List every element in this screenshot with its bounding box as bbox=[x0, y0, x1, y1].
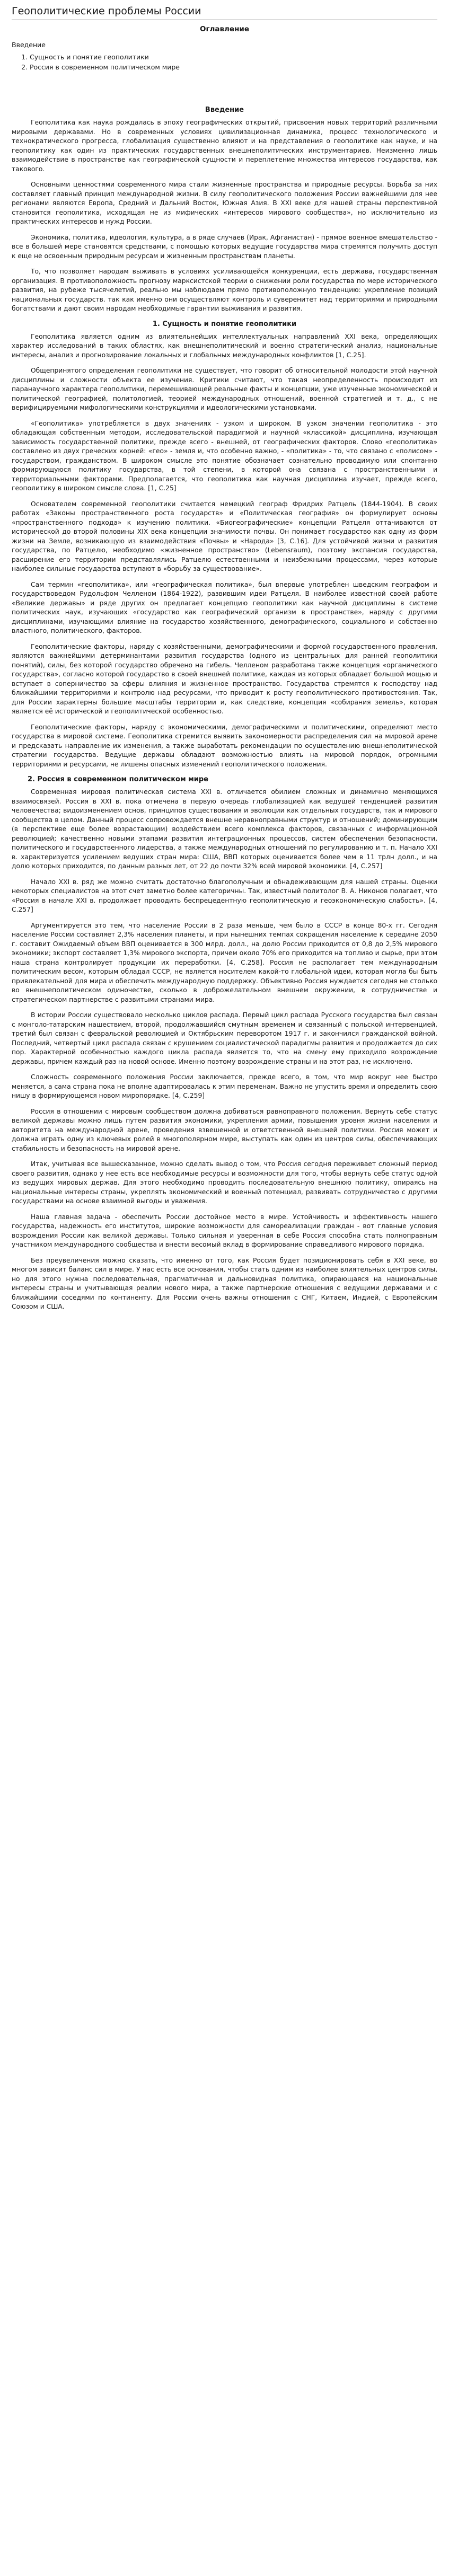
paragraph: Россия в отношении с мировым сообществом должна добиваться равноправного положения. Вернуть себе статус великой державы можно лишь путем развития экономики, укрепления армии, повышения уровня жизни населения и авторитета на международной арене, проведения взвешенной и ответственной внешней политики. Россия может и должна играть одну из ключевых ролей в многополярном мире, выступать как один из центров силы, обеспечивающих стабильность и безопасность на мировой арене. bbox=[12, 1107, 437, 1152]
paragraph: Сложность современного положения России заключается, прежде всего, в том, что мир вокруг нее быстро меняется, а сама страна пока не вполне адаптировалась к этим переменам. Важно не упустить время и определить свою нишу в формирующемся новом миропорядке. [4, С.259] bbox=[12, 1073, 437, 1099]
paragraph: Основателем современной геополитики считается немецкий географ Фридрих Ратцель (1844-1904). В своих работах «Законы пространственного роста государств» и «Политическая география» он формулирует основы «пространственного подхода» к изучению политики. «Биогеографические» концепции Ратцеля оттачиваются от исторической до второй половины XIX века концепции значимости почвы. Он понимает государство как одну из форм жизни на Земле, возникающую из взаимодействия «Почвы» и «Народа» [3, С.16]. Для устойчивой жизни и развития государства, по Ратцелю, необходимо «жизненное пространство» (Lebensraum), поэтому экспансия государства, расширение его территории представлялись Ратцелю естественными и неизбежными процессами, через которые наиболее сильные государства вступают в «борьбу за существование». bbox=[12, 500, 437, 572]
paragraph: Начало XXI в. ряд же можно считать достаточно благополучным и обнадеживающим для нашей страны. Оценки некоторых специалистов на этот счет заметно более категоричны. Так, известный политолог В. А. Никонов полагает, что «Россия в начале XXI в. продолжает проводить беспрецедентную геополитическую и геоэкономическую слабость». [4, С.257] bbox=[12, 878, 437, 913]
paragraph: Геополитика как наука рождалась в эпоху географических открытий, присвоения новых территорий различными мировыми державами. Но в современных условиях цивилизационная динамика, процесс технологического и технократического прогресса, глобализация существенно влияют и на представления о геополитике как науке, и на геополитику как один из практических государственных внешнеполитических инструментариев. Неизменно лишь взаимодействие в пространстве как географической сущности и переплетение множества интересов государства, как такового. bbox=[12, 119, 437, 173]
section-2-body bbox=[12, 788, 437, 1312]
paragraph: Общепринятого определения геополитики не существует, что говорит об относительной молодости этой научной дисциплины и сложности объекта ее изучения. Критики считают, что такая неопределенность происходит из паранаучного характера геополитики, перемешивающей реальные факты и концепции, уже изученные экономической и политической географией, политологией, теорией международных отношений, военной стратегией и т. д., с не верифицируемыми мифологическими конструкциями и идеологическими установками. bbox=[12, 367, 437, 411]
paragraph: Геополитические факторы, наряду с хозяйственными, демографическими и формой государственного правления, являются важнейшими детерминантами развития государства (одного из центральных для ранней геополитики понятий), силы, без которой государство обречено на гибель. Челленом разработана также концепция «органического государства», согласно которой государство в своей внешней политике, каждая из которых обладает большой мощью и вступает в соперничество за сферы влияния и жизненное пространство. Государства стремятся к господству над ближайшими территориями и контролю над ресурсами, что приводит к росту геополитического противостояния. Так, для России характерны большие масштабы территории и, как следствие, концепция «собирания земель», которая является её исторической и геополитической особенностью. bbox=[12, 642, 437, 715]
paragraph: Итак, учитывая все вышесказанное, можно сделать вывод о том, что Россия сегодня переживает сложный период своего развития, однако у нее есть все необходимые ресурсы и возможности для того, чтобы вернуть себе статус одной из ведущих мировых держав. Для этого необходимо проводить последовательную внешнюю политику, опираясь на национальные интересы страны, укреплять экономический и военный потенциал, развивать сотрудничество с другими государствами на основе взаимной выгоды и уважения. bbox=[12, 1160, 437, 1205]
section-1-body bbox=[12, 332, 437, 770]
paragraph: Экономика, политика, идеология, культура, а в ряде случаев (Ирак, Афганистан) - прямое военное вмешательство - все в большей мере становятся средствами, с помощью которых ведущие государства мира стремятся получить доступ к еще не освоенным природным ресурсам и жизненным пространствам планеты. bbox=[12, 233, 437, 260]
paragraph: Сам термин «геополитика», или «географическая политика», был впервые употреблен шведским географом и государствоведом Рудольфом Челленом (1864-1922), развившим идеи Ратцеля. В наиболее известной своей работе «Великие державы» и ряде других он предлагает концепцию геополитики как научной дисциплины в системе политических наук, изучающих «государство как географический организм в пространстве», наряду с другими дисциплинами, изучающими влияние на государство хозяйственного, демографического, социального и собственно властного, политического, факторов. bbox=[12, 580, 437, 634]
toc-list bbox=[12, 52, 437, 72]
section-1-heading: 1. Сущность и понятие геополитики bbox=[152, 320, 297, 328]
intro-heading: Введение bbox=[205, 106, 244, 114]
toc-item[interactable]: 1. Сущность и понятие геополитики bbox=[30, 52, 437, 62]
paragraph: «Геополитика» употребляется в двух значениях - узком и широком. В узком значении геополитика - это обладающая собственным методом, исследовательской парадигмой и научной «классикой» дисциплина, изучающая зависимость государственной политики, прежде всего - внешней, от географических факторов. Слово «геополитика» составлено из двух греческих корней: «гео» - земля и, что особенно важно, - «политика» - то, что связано с «полисом» - государством, гражданством. В широком смысле это понятие обозначает сознательно проводимую или спонтанно формирующуюся политику государства, в той степени, в которой она связана с пространственными и территориальными факторами. Предполагается, что геополитика как научная дисциплина изучает, прежде всего, геополитику в широком смысле слова. [1, С.25] bbox=[12, 419, 437, 492]
paragraph: Геополитика является одним из влиятельнейших интеллектуальных направлений XXI века, определяющих характер исследований в таких областях, как внешнеполитический и военно стратегический анализ, национальные интересы, анализ и прогнозирование локальных и глобальных международных конфликтов [1, С.25]. bbox=[12, 332, 437, 359]
paragraph: Основными ценностями современного мира стали жизненные пространства и природные ресурсы. Борьба за них составляет главный принцип международной жизни. В силу геополитического положения России важнейшими для нее регионами являются Европа, Средний и Дальний Восток, Южная Азия. В XXI веке для нашей страны перспективной становится геополитика, исходящая не из мифических «интересов мирового сообщества», но исключительно из практических интересов и нужд России. bbox=[12, 181, 437, 225]
toc-item[interactable]: 2. Россия в современном политическом мире bbox=[30, 62, 437, 72]
paragraph: В истории России существовало несколько циклов распада. Первый цикл распада Русского государства был связан с монголо-татарским нашествием, второй, продолжавшийся смутным временем и связанный с польской интервенцией, третий был связан с февральской революцией и Октябрьским переворотом 1917 г. и закончился гражданской войной. Последний, четвертый цикл распада связан с крушением социалистической парадигмы развития и продолжается до сих пор. Характерной особенностью каждого цикла распада является то, что на смену ему приходило возрождение державы, причем каждый раз на новой основе. Именно поэтому возрождение страны и на этот раз, не исключено. bbox=[12, 1011, 437, 1065]
section-2-heading: 2. Россия в современном политическом мире bbox=[28, 775, 208, 783]
paragraph: Наша главная задача - обеспечить России достойное место в мире. Устойчивость и эффективность нашего государства, надежность его институтов, широкие возможности для самореализации граждан - вот главные условия возрождения России как великой державы. Только сильная и уверенная в себе Россия способна стать полноправным участником международного сообщества и внести весомый вклад в формирование справедливого мирового порядка. bbox=[12, 1213, 437, 1248]
paragraph: Без преувеличения можно сказать, что именно от того, как Россия будет позиционировать себя в XXI веке, во многом зависит баланс сил в мире. У нас есть все основания, чтобы стать одним из наиболее влиятельных центров силы, но для этого нужна последовательная, прагматичная и дальновидная политика, опирающаяся на национальные интересы страны и учитывающая реалии нового мира, а также партнерские отношения с ведущими державами и с ближайшими соседями по континенту. Для России очень важны отношения с СНГ, Китаем, Индией, с Европейским Союзом и США. bbox=[12, 1256, 437, 1310]
toc-item-intro[interactable]: Введение bbox=[12, 41, 46, 49]
document-title: Геополитические проблемы России bbox=[12, 5, 437, 20]
table-of-contents bbox=[12, 40, 437, 72]
paragraph: Геополитические факторы, наряду с экономическими, демографическими и политическими, определяют место государства в мировой системе. Геополитика стремится выявить закономерности распределения сил на мировой арене и предсказать направление их изменения, а также выработать рекомендации по осуществлению внешнеполитической стратегии государства. Ведущие державы обладают возможностью влиять на мировой порядок, огромными территориями и ресурсами, не лишены опасных изменений геополитического положения. bbox=[12, 723, 437, 768]
paragraph: Аргументируется это тем, что население России в 2 раза меньше, чем было в СССР в конце 80-х гг. Сегодня население России составляет 2,3% населения планеты, и при нынешних темпах сокращения население к середине 2050 г. составит Ожидаемый объем ВВП оценивается в 300 млрд. долл., на долю России приходится от 0,8 до 2,5% мирового экономики; экспорт составляет 1,3% мирового экспорта, причем около 70% его приходится на топливо и сырье, при этом наша страна контролирует продукции их переработки. [4, С.258]. Россия не располагает тем международным политическим весом, которым обладал СССР, не является носителем какой-то глобальной идеи, которая могла бы быть привлекательной для мира и обеспечить международную поддержку. Объективно Россия нуждается сегодня не столько во внешнеполитическом одиночестве, сколько в доброжелательном внешнем окружении, в сотрудничестве и стратегическом партнерстве с развитыми странами мира. bbox=[12, 921, 437, 1003]
paragraph: То, что позволяет народам выживать в условиях усиливающейся конкуренции, есть держава, государственная организация. В противоположность прогнозу марксистской теории о снижении роли государства по мере исторического развития, на рубеже тысячелетий, реально мы наблюдаем прямо противоположную тенденцию: укрепление позиций национальных государств. так как именно они осуществляют контроль и суверенитет над территориями и природными богатствами и дают своим народам необходимые гарантии выживания и развития. bbox=[12, 268, 437, 312]
toc-heading: Оглавление bbox=[199, 25, 250, 33]
paragraph: Современная мировая политическая система XXI в. отличается обилием сложных и динамично меняющихся взаимосвязей. Россия в XXI в. пока отмечена в первую очередь глобализацией как ведущей тенденцией развития человечества; видоизменением основ, принципов существования и эволюции как отдельных государств, так и мирового сообщества в целом. Данный процесс сопровождается внешне неравноправными структур и отношений; доминирующим (в перспективе еще более возрастающим) воздействием всего комплекса факторов, связанных с информационной революцией; качественно новыми этапами развития интеграционных процессов, систем обеспечения безопасности, политического и государственного лидерства, а также международных отношений по регулированию и т. п. Начало XXI в. характеризуется усилением ведущих стран мира: США, ВВП которых оценивается более чем в 11 трлн долл., и на долю которых приходится, по данным разных лет, от 22 до почти 32% всей мировой экономики. [4, С.257] bbox=[12, 788, 437, 870]
intro-body bbox=[12, 118, 437, 314]
